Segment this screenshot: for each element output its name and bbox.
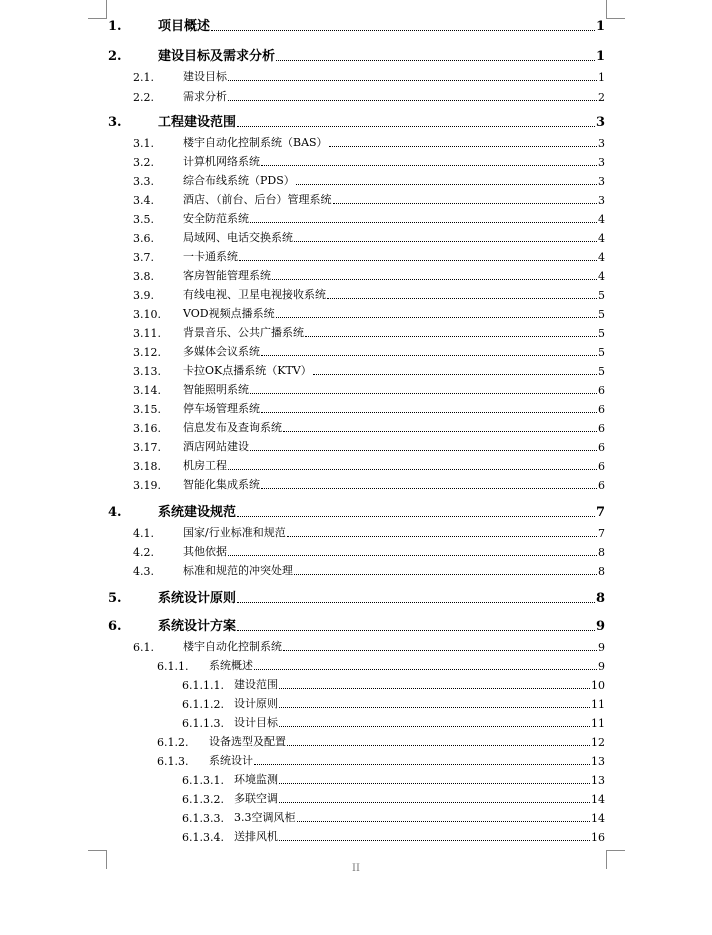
toc-entry-page: 5: [598, 327, 605, 340]
toc-entry-title: 国家/行业标准和规范: [183, 526, 286, 539]
toc-entry-title: 背景音乐、公共广播系统: [183, 326, 304, 339]
toc-entry-number: 6.1.3.3.: [182, 812, 224, 825]
toc-entry-number: 3.: [108, 115, 122, 130]
toc-entry-number: 3.12.: [133, 346, 161, 359]
toc-entry-title: 环境监测: [234, 773, 278, 786]
toc-dot-leader: [237, 629, 595, 631]
toc-entry-title: 信息发布及查询系统: [183, 421, 282, 434]
toc-entry-page: 2: [598, 91, 605, 104]
toc-dot-leader: [228, 99, 597, 101]
toc-dot-leader: [327, 297, 597, 299]
toc-entry-title: 系统设计方案: [158, 619, 237, 634]
toc-entry-number: 6.1.: [133, 641, 154, 654]
toc-dot-leader: [239, 259, 597, 261]
toc-entry[interactable]: [182, 714, 605, 730]
toc-entry-title: 局域网、电话交换系统: [183, 231, 293, 244]
toc-entry[interactable]: [133, 248, 605, 264]
toc-dot-leader: [250, 449, 597, 451]
toc-entry-title: 设计原则: [234, 697, 278, 710]
toc-entry-page: 16: [591, 831, 605, 844]
toc-entry-page: 3: [595, 115, 605, 130]
toc-entry-number: 6.1.3.2.: [182, 793, 224, 806]
toc-entry-number: 3.18.: [133, 460, 161, 473]
toc-entry-page: 4: [598, 232, 605, 245]
toc-entry-number: 3.10.: [133, 308, 161, 321]
toc-entry-number: 3.11.: [133, 327, 161, 340]
toc-entry[interactable]: [133, 543, 605, 559]
toc-entry-page: 6: [598, 384, 605, 397]
toc-entry-title: 计算机网络系统: [183, 155, 260, 168]
toc-entry-title: 设备选型及配置: [209, 735, 286, 748]
toc-entry[interactable]: [108, 586, 605, 606]
toc-entry-title: 机房工程: [183, 459, 227, 472]
toc-entry-page: 7: [598, 527, 605, 540]
toc-entry[interactable]: [133, 267, 605, 283]
toc-entry-number: 4.2.: [133, 546, 154, 559]
toc-entry-page: 7: [595, 505, 605, 520]
toc-entry-title: 综合布线系统（PDS）: [183, 174, 295, 187]
toc-entry-number: 3.5.: [133, 213, 154, 226]
toc-entry-number: 2.: [108, 49, 122, 64]
toc-dot-leader: [279, 725, 590, 727]
toc-entry-title: VOD视频点播系统: [183, 307, 275, 320]
toc-entry[interactable]: [182, 809, 605, 825]
toc-entry-title: 建设目标: [183, 70, 227, 83]
toc-dot-leader: [237, 125, 595, 127]
toc-entry-page: 1: [595, 19, 605, 34]
toc-entry-number: 3.19.: [133, 479, 161, 492]
toc-entry-title: 项目概述: [158, 19, 211, 34]
toc-dot-leader: [237, 515, 595, 517]
toc-entry-title: 卡拉OK点播系统（KTV）: [183, 364, 312, 377]
toc-entry[interactable]: [182, 676, 605, 692]
toc-entry-page: 5: [598, 365, 605, 378]
toc-entry-title: 标准和规范的冲突处理: [183, 564, 293, 577]
toc-entry-number: 6.1.2.: [157, 736, 189, 749]
toc-entry-number: 2.1.: [133, 71, 154, 84]
toc-entry-page: 9: [598, 660, 605, 673]
toc-entry-title: 楼宇自动化控制系统（BAS）: [183, 136, 328, 149]
toc-dot-leader: [313, 373, 597, 375]
toc-dot-leader: [261, 487, 597, 489]
toc-entry-title: 建设目标及需求分析: [158, 49, 276, 64]
toc-entry[interactable]: [133, 134, 605, 150]
toc-entry-page: 5: [598, 308, 605, 321]
toc-entry-page: 6: [598, 460, 605, 473]
toc-dot-leader: [279, 687, 590, 689]
toc-entry-number: 3.3.: [133, 175, 154, 188]
toc-entry-number: 3.8.: [133, 270, 154, 283]
toc-entry-number: 3.9.: [133, 289, 154, 302]
toc-entry-title: 送排风机: [234, 830, 278, 843]
toc-entry-page: 6: [598, 403, 605, 416]
crop-mark-top-right: [606, 0, 625, 19]
toc-dot-leader: [261, 354, 597, 356]
toc-entry[interactable]: [182, 790, 605, 806]
toc-dot-leader: [272, 278, 597, 280]
toc-entry-title: 酒店网站建设: [183, 440, 249, 453]
toc-entry-page: 3: [598, 175, 605, 188]
toc-dot-leader: [254, 763, 590, 765]
toc-dot-leader: [279, 801, 590, 803]
toc-entry-page: 13: [591, 774, 605, 787]
toc-entry[interactable]: [182, 695, 605, 711]
toc-entry-number: 6.1.3.1.: [182, 774, 224, 787]
toc-dot-leader: [283, 430, 597, 432]
toc-entry[interactable]: [108, 14, 605, 34]
toc-entry-page: 3: [598, 156, 605, 169]
toc-entry[interactable]: [133, 153, 605, 169]
toc-entry-title: 多联空调: [234, 792, 278, 805]
toc-dot-leader: [287, 744, 590, 746]
toc-dot-leader: [287, 535, 597, 537]
toc-entry[interactable]: [108, 44, 605, 64]
toc-entry-number: 3.1.: [133, 137, 154, 150]
toc-dot-leader: [279, 839, 590, 841]
toc-entry-title: 建设范围: [234, 678, 278, 691]
toc-dot-leader: [294, 240, 597, 242]
toc-entry-title: 智能照明系统: [183, 383, 249, 396]
toc-entry[interactable]: [157, 733, 605, 749]
toc-entry-page: 11: [591, 717, 605, 730]
toc-entry-page: 8: [598, 565, 605, 578]
toc-entry-page: 5: [598, 289, 605, 302]
toc-entry-number: 3.2.: [133, 156, 154, 169]
toc-entry-title: 其他依据: [183, 545, 227, 558]
toc-entry[interactable]: [133, 191, 605, 207]
toc-entry-page: 14: [591, 793, 605, 806]
toc-dot-leader: [276, 316, 597, 318]
toc-entry[interactable]: [133, 210, 605, 226]
toc-entry-number: 3.15.: [133, 403, 161, 416]
toc-dot-leader: [250, 221, 597, 223]
toc-entry-number: 6.1.1.: [157, 660, 189, 673]
toc-entry-title: 客房智能管理系统: [183, 269, 271, 282]
toc-dot-leader: [279, 782, 590, 784]
toc-entry-number: 3.13.: [133, 365, 161, 378]
toc-entry-number: 5.: [108, 591, 122, 606]
toc-dot-leader: [329, 145, 597, 147]
toc-entry-number: 3.6.: [133, 232, 154, 245]
toc-entry[interactable]: [133, 343, 605, 359]
toc-entry-page: 11: [591, 698, 605, 711]
toc-entry-page: 9: [598, 641, 605, 654]
toc-entry[interactable]: [133, 324, 605, 340]
toc-entry-title: 楼宇自动化控制系统: [183, 640, 282, 653]
toc-entry[interactable]: [133, 68, 605, 84]
toc-entry-page: 3: [598, 194, 605, 207]
toc-entry-page: 4: [598, 213, 605, 226]
toc-entry[interactable]: [133, 305, 605, 321]
toc-entry[interactable]: [133, 438, 605, 454]
toc-dot-leader: [211, 29, 595, 31]
toc-dot-leader: [261, 164, 597, 166]
toc-entry[interactable]: [133, 457, 605, 473]
toc-dot-leader: [276, 59, 595, 61]
toc-entry-number: 4.3.: [133, 565, 154, 578]
toc-entry[interactable]: [133, 419, 605, 435]
toc-entry-page: 4: [598, 270, 605, 283]
toc-entry-page: 1: [598, 71, 605, 84]
toc-entry-title: 系统设计原则: [158, 591, 237, 606]
toc-entry-number: 3.16.: [133, 422, 161, 435]
toc-dot-leader: [237, 601, 595, 603]
toc-entry[interactable]: [108, 500, 605, 520]
toc-entry-number: 6.1.1.2.: [182, 698, 224, 711]
crop-mark-top-left: [88, 0, 107, 19]
toc-entry-number: 2.2.: [133, 91, 154, 104]
toc-entry-number: 1.: [108, 19, 122, 34]
toc-entry-page: 8: [595, 591, 605, 606]
toc-entry[interactable]: [133, 362, 605, 378]
toc-entry-page: 12: [591, 736, 605, 749]
toc-dot-leader: [261, 411, 597, 413]
toc-entry-number: 3.14.: [133, 384, 161, 397]
toc-entry-title: 系统概述: [209, 659, 253, 672]
toc-entry-page: 5: [598, 346, 605, 359]
toc-entry-title: 系统建设规范: [158, 505, 237, 520]
toc-entry-page: 6: [598, 479, 605, 492]
toc-entry-title: 需求分析: [183, 90, 227, 103]
toc-entry-page: 1: [595, 49, 605, 64]
toc-entry[interactable]: [108, 614, 605, 634]
toc-entry-page: 8: [598, 546, 605, 559]
toc-entry-number: 6.1.3.4.: [182, 831, 224, 844]
toc-entry-page: 13: [591, 755, 605, 768]
toc-entry[interactable]: [182, 828, 605, 844]
toc-entry[interactable]: [182, 771, 605, 787]
toc-entry-page: 14: [591, 812, 605, 825]
toc-dot-leader: [296, 183, 597, 185]
toc-entry-page: 6: [598, 422, 605, 435]
toc-entry-title: 设计目标: [234, 716, 278, 729]
toc-entry[interactable]: [157, 657, 605, 673]
toc-entry-number: 6.1.1.3.: [182, 717, 224, 730]
toc-dot-leader: [228, 468, 597, 470]
toc-entry[interactable]: [157, 752, 605, 768]
toc-entry-page: 9: [595, 619, 605, 634]
toc-entry-title: 酒店、（前台、后台）管理系统: [183, 193, 332, 206]
toc-entry[interactable]: [133, 638, 605, 654]
toc-entry[interactable]: [133, 381, 605, 397]
toc-entry-title: 有线电视、卫星电视接收系统: [183, 288, 326, 301]
toc-entry-page: 3: [598, 137, 605, 150]
toc-entry[interactable]: [133, 88, 605, 104]
toc-entry-page: 6: [598, 441, 605, 454]
toc-entry[interactable]: [133, 476, 605, 492]
toc-dot-leader: [305, 335, 597, 337]
toc-entry-page: 4: [598, 251, 605, 264]
toc-dot-leader: [283, 649, 597, 651]
toc-dot-leader: [297, 820, 591, 822]
toc-entry-title: 系统设计: [209, 754, 253, 767]
toc-entry-page: 10: [591, 679, 605, 692]
toc-entry-number: 6.: [108, 619, 122, 634]
toc-entry-number: 3.4.: [133, 194, 154, 207]
toc-entry[interactable]: [133, 400, 605, 416]
toc-entry-number: 6.1.1.1.: [182, 679, 224, 692]
toc-dot-leader: [250, 392, 597, 394]
toc-entry-title: 多媒体会议系统: [183, 345, 260, 358]
toc-entry[interactable]: [133, 562, 605, 578]
toc-entry[interactable]: [133, 286, 605, 302]
toc-entry-title: 智能化集成系统: [183, 478, 260, 491]
toc-dot-leader: [279, 706, 590, 708]
toc-entry-number: 3.17.: [133, 441, 161, 454]
toc-dot-leader: [333, 202, 598, 204]
toc-entry-title: 工程建设范围: [158, 115, 237, 130]
toc-dot-leader: [294, 573, 597, 575]
toc-entry[interactable]: [133, 172, 605, 188]
toc-entry-title: 3.3空调风柜: [234, 811, 296, 824]
toc-entry[interactable]: [133, 229, 605, 245]
toc-entry-number: 4.1.: [133, 527, 154, 540]
toc-entry[interactable]: [133, 524, 605, 540]
toc-entry[interactable]: [108, 110, 605, 130]
toc-entry-number: 6.1.3.: [157, 755, 189, 768]
page-number-footer: II: [352, 863, 360, 874]
toc-entry-title: 安全防范系统: [183, 212, 249, 225]
toc-entry-number: 4.: [108, 505, 122, 520]
toc-dot-leader: [254, 668, 597, 670]
toc-entry-number: 3.7.: [133, 251, 154, 264]
toc-dot-leader: [228, 554, 597, 556]
toc-dot-leader: [228, 79, 597, 81]
toc-entry-title: 停车场管理系统: [183, 402, 260, 415]
toc-entry-title: 一卡通系统: [183, 250, 238, 263]
